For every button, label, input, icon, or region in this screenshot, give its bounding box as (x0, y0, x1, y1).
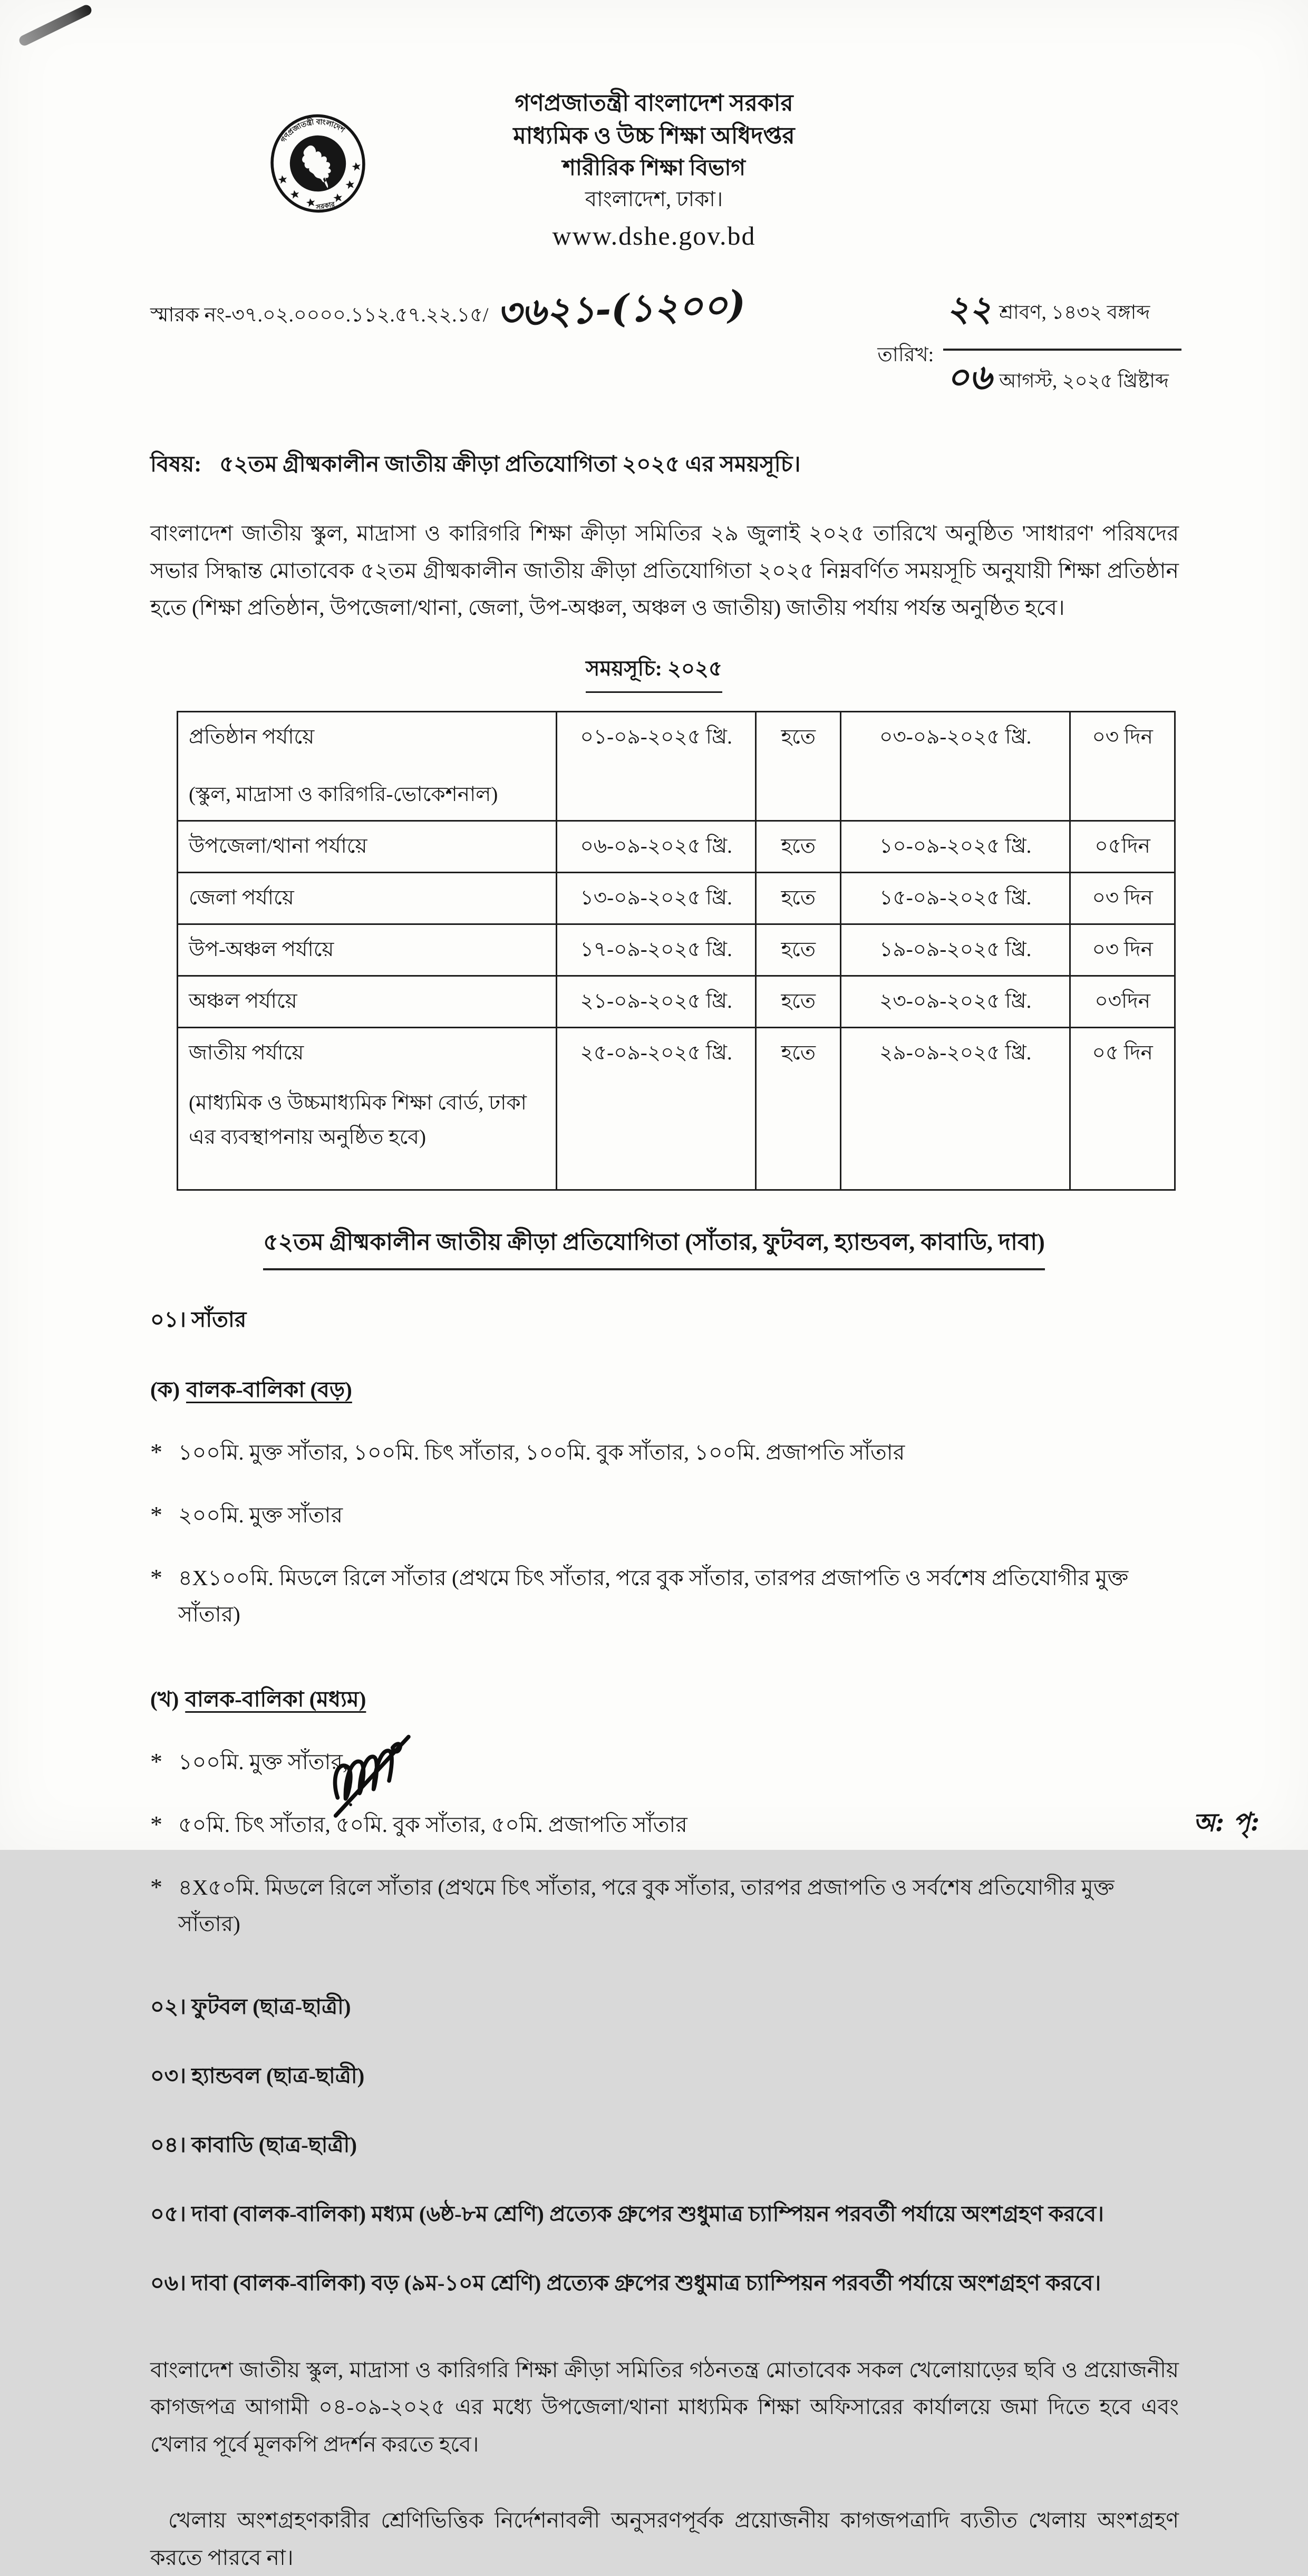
schedule-table (177, 711, 1176, 1191)
swim-event-line (150, 1745, 1179, 1782)
group-a-title: বালক-বালিকা (বড়) (186, 1377, 352, 1402)
website-url: www.dshe.gov.bd (552, 221, 756, 251)
subject-label: বিষয়: (150, 452, 202, 477)
org-division-line: শারীরিক শিক্ষা বিভাগ (562, 156, 746, 180)
date-gregorian-rest: আগস্ট, ২০২৫ খ্রিষ্টাব্দ (999, 370, 1169, 392)
swim-event-text: ৫০মি. চিৎ সাঁতার, ৫০মি. বুক সাঁতার, ৫০মি. প্রজাপতি সাঁতার (178, 1812, 687, 1837)
date-gregorian-line (943, 351, 1181, 412)
swim-event-text: ১০০মি. মুক্ত সাঁতার, (178, 1749, 348, 1774)
memo-row (150, 282, 1181, 412)
asterisk-bullet: * (150, 1810, 162, 1838)
days-cell: ০৩ দিন (1070, 711, 1175, 821)
swim-event-line (150, 1499, 1179, 1535)
subject-line (150, 447, 1181, 484)
level-note: (মাধ্যমিক ও উচ্চমাধ্যমিক শিক্ষা বোর্ড, ঢাকা এর ব্যবস্থাপনায় অনুষ্ঠিত হবে) (189, 1091, 527, 1149)
connector-cell: হতে (756, 1027, 841, 1190)
memo-number-label: স্মারক নং-৩৭.০২.০০০০.১১২.৫৭.২২.১৫/ (150, 304, 489, 327)
start-date-cell: ১৩-০৯-২০২৫ খ্রি. (556, 872, 755, 924)
level-cell (178, 872, 557, 924)
event-item-handball: ০৩। হ্যান্ডবল (ছাত্র-ছাত্রী) (150, 2063, 365, 2088)
swim-event-text: ৪X৫০মি. মিডলে রিলে সাঁতার (প্রথমে চিৎ সাঁতার, পরে বুক সাঁতার, তারপর প্রজাপতি ও সর্বশেষ প্রতিযোগীর মুক্ত সাঁতার) (178, 1875, 1115, 1936)
connector-cell: হতে (756, 821, 841, 872)
level-cell (178, 821, 557, 872)
govt-seal-icon (266, 111, 370, 216)
swim-event-text: ১০০মি. মুক্ত সাঁতার, ১০০মি. চিৎ সাঁতার, ১০০মি. বুক সাঁতার, ১০০মি. প্রজাপতি সাঁতার (178, 1440, 905, 1464)
table-row (178, 872, 1175, 924)
level-name: জেলা পর্যায়ে (189, 886, 294, 909)
end-date-cell: ২৯-০৯-২০২৫ খ্রি. (841, 1027, 1070, 1190)
swim-event-text: ৪X১০০মি. মিডলে রিলে সাঁতার (প্রথমে চিৎ সাঁতার, পরে বুক সাঁতার, তারপর প্রজাপতি ও সর্বশেষ প্রতিযোগীর মুক্ত সাঁতার) (178, 1565, 1129, 1626)
days-cell: ০৩ দিন (1070, 924, 1175, 976)
date-bangla-line (943, 285, 1181, 351)
date-bangla-day-handwritten: ২২ (946, 288, 992, 330)
level-cell (178, 924, 557, 976)
org-name-line1: গণপ্রজাতন্ত্রী বাংলাদেশ সরকার (515, 90, 793, 116)
date-values (943, 285, 1181, 412)
event-item-chess-senior: ০৬। দাবা (বালক-বালিকা) বড় (৯ম-১০ম শ্রেণি) প্রত্যেক গ্রুপের শুধুমাত্র চ্যাম্পিয়ন পরবর্তী পর্যায়ে অংশগ্রহণ করবে। (150, 2270, 1101, 2295)
level-cell (178, 711, 557, 821)
org-name-line2: মাধ্যমিক ও উচ্চ শিক্ষা অধিদপ্তর (513, 123, 795, 149)
asterisk-bullet: * (150, 1564, 162, 1591)
events-list (150, 1303, 1179, 2303)
end-date-cell: ২৩-০৯-২০২৫ খ্রি. (841, 976, 1070, 1027)
level-name: অঞ্চল পর্যায়ে (189, 989, 297, 1012)
body-paragraph-3: খেলায় অংশগ্রহণকারীর শ্রেণিভিত্তিক নির্দেশনাবলী অনুসরণপূর্বক প্রয়োজনীয় কাগজপত্রাদি ব্যতীত খেলায় অংশগ্রহণ করতে পারবে না। (150, 2508, 1179, 2570)
memo-number-handwritten: ৩৬২১-(১২০০) (496, 282, 747, 335)
signature-scribble (323, 1715, 418, 1826)
start-date-cell: ০১-০৯-২০২৫ খ্রি. (556, 711, 755, 821)
swim-group-a-label (150, 1373, 1179, 1410)
date-bangla-rest: শ্রাবণ, ১৪৩২ বঙ্গাব্দ (999, 302, 1150, 324)
table-row (178, 1027, 1175, 1190)
table-row (178, 924, 1175, 976)
table-row (178, 821, 1175, 872)
connector-cell: হতে (756, 924, 841, 976)
group-b-title: বালক-বালিকা (মধ্যম) (185, 1686, 366, 1711)
date-label: তারিখ: (877, 344, 934, 366)
swim-event-line (150, 1871, 1179, 1944)
subject-text: ৫২তম গ্রীষ্মকালীন জাতীয় ক্রীড়া প্রতিযোগিতা ২০২৫ এর সময়সূচি। (219, 452, 801, 477)
table-row (178, 711, 1175, 821)
memo-number (150, 282, 747, 349)
schedule-title: সময়সূচি: ২০২৫ (586, 652, 722, 693)
swim-group-b-label (150, 1683, 1179, 1719)
swim-event-line (150, 1436, 1179, 1472)
body-paragraph-2: বাংলাদেশ জাতীয় স্কুল, মাদ্রাসা ও কারিগরি শিক্ষা ক্রীড়া সমিতির গঠনতন্ত্র মোতাবেক সকল খেলোয়াড়ের ছবি ও প্রয়োজনীয় কাগজপত্র আগামী ০৪-০৯-২০২৫ এর মধ্যে উপজেলা/থানা মাধ্যমিক শিক্ষা অফিসারের কার্যালয়ে জমা দিতে হবে এবং খেলার পূর্বে মূলকপি প্রদর্শন করতে হবে। (150, 2357, 1179, 2456)
days-cell: ০৫দিন (1070, 821, 1175, 872)
events-heading: ৫২তম গ্রীষ্মকালীন জাতীয় ক্রীড়া প্রতিযোগিতা (সাঁতার, ফুটবল, হ্যান্ডবল, কাবাডি, দাবা) (263, 1224, 1045, 1270)
event-item-chess-middle: ০৫। দাবা (বালক-বালিকা) মধ্যম (৬ষ্ঠ-৮ম শ্রেণি) প্রত্যেক গ্রুপের শুধুমাত্র চ্যাম্পিয়ন পরবর্তী পর্যায়ে অংশগ্রহণ করবে। (150, 2201, 1104, 2226)
level-name: উপজেলা/থানা পর্যায়ে (189, 834, 367, 857)
days-cell: ০৫ দিন (1070, 1027, 1175, 1190)
date-gregorian-day-handwritten: ০৬ (946, 356, 992, 398)
start-date-cell: ২১-০৯-২০২৫ খ্রি. (556, 976, 755, 1027)
end-date-cell: ১৯-০৯-২০২৫ খ্রি. (841, 924, 1070, 976)
start-date-cell: ২৫-০৯-২০২৫ খ্রি. (556, 1027, 755, 1190)
level-note: (স্কুল, মাদ্রাসা ও কারিগরি-ভোকেশনাল) (189, 783, 498, 806)
event-item-swimming: ০১। সাঁতার (150, 1307, 247, 1332)
connector-cell: হতে (756, 872, 841, 924)
event-item-football: ০২। ফুটবল (ছাত্র-ছাত্রী) (150, 1994, 351, 2019)
end-date-cell: ০৩-০৯-২০২৫ খ্রি. (841, 711, 1070, 821)
level-name: উপ-অঞ্চল পর্যায়ে (189, 938, 334, 961)
connector-cell: হতে (756, 711, 841, 821)
events-heading-wrap (0, 1224, 1308, 1270)
days-cell: ০৩দিন (1070, 976, 1175, 1027)
schedule-title-wrap (0, 652, 1308, 693)
event-item-kabaddi: ০৪। কাবাডি (ছাত্র-ছাত্রী) (150, 2132, 357, 2157)
table-row (178, 976, 1175, 1027)
level-name: প্রতিষ্ঠান পর্যায়ে (189, 725, 315, 748)
days-cell: ০৩ দিন (1070, 872, 1175, 924)
swim-event-line (150, 1561, 1179, 1634)
letterhead (0, 0, 1308, 255)
seal-ring-text-bottom: সরকার (315, 200, 336, 211)
swim-event-line (150, 1808, 1179, 1845)
level-name: জাতীয় পর্যায়ে (189, 1041, 304, 1064)
asterisk-bullet: * (150, 1501, 162, 1528)
start-date-cell: ১৭-০৯-২০২৫ খ্রি. (556, 924, 755, 976)
seal-ring-text-top: গণপ্রজাতন্ত্রী বাংলাদেশ (279, 118, 346, 144)
group-a-prefix: (ক) (150, 1377, 180, 1402)
level-cell (178, 1027, 557, 1190)
body-paragraph-1: বাংলাদেশ জাতীয় স্কুল, মাদ্রাসা ও কারিগরি শিক্ষা ক্রীড়া সমিতির ২৯ জুলাই ২০২৫ তারিখে অনুষ্ঠিত 'সাধারণ' পরিষদের সভার সিদ্ধান্ত মোতাবেক ৫২তম গ্রীষ্মকালীন জাতীয় ক্রীড়া প্রতিযোগিতা ২০২৫ নিম্নবর্ণিত সময়সূচি অনুযায়ী শিক্ষা প্রতিষ্ঠান হতে (শিক্ষা প্রতিষ্ঠান, উপজেলা/থানা, জেলা, উপ-অঞ্চল, অঞ্চল ও জাতীয়) জাতীয় পর্যায় পর্যন্ত অনুষ্ঠিত হবে। (150, 521, 1179, 620)
date-block (877, 285, 1181, 412)
end-date-cell: ১৫-০৯-২০২৫ খ্রি. (841, 872, 1070, 924)
org-location-line: বাংলাদেশ, ঢাকা। (585, 187, 723, 211)
continued-page-note: অ: পৃ: (1193, 1807, 1260, 1838)
connector-cell: হতে (756, 976, 841, 1027)
group-b-prefix: (খ) (150, 1686, 179, 1711)
end-date-cell: ১০-০৯-২০২৫ খ্রি. (841, 821, 1070, 872)
level-cell (178, 976, 557, 1027)
asterisk-bullet: * (150, 1873, 162, 1900)
asterisk-bullet: * (150, 1748, 162, 1775)
swim-event-text: ২০০মি. মুক্ত সাঁতার (178, 1502, 343, 1527)
asterisk-bullet: * (150, 1438, 162, 1465)
start-date-cell: ০৬-০৯-২০২৫ খ্রি. (556, 821, 755, 872)
